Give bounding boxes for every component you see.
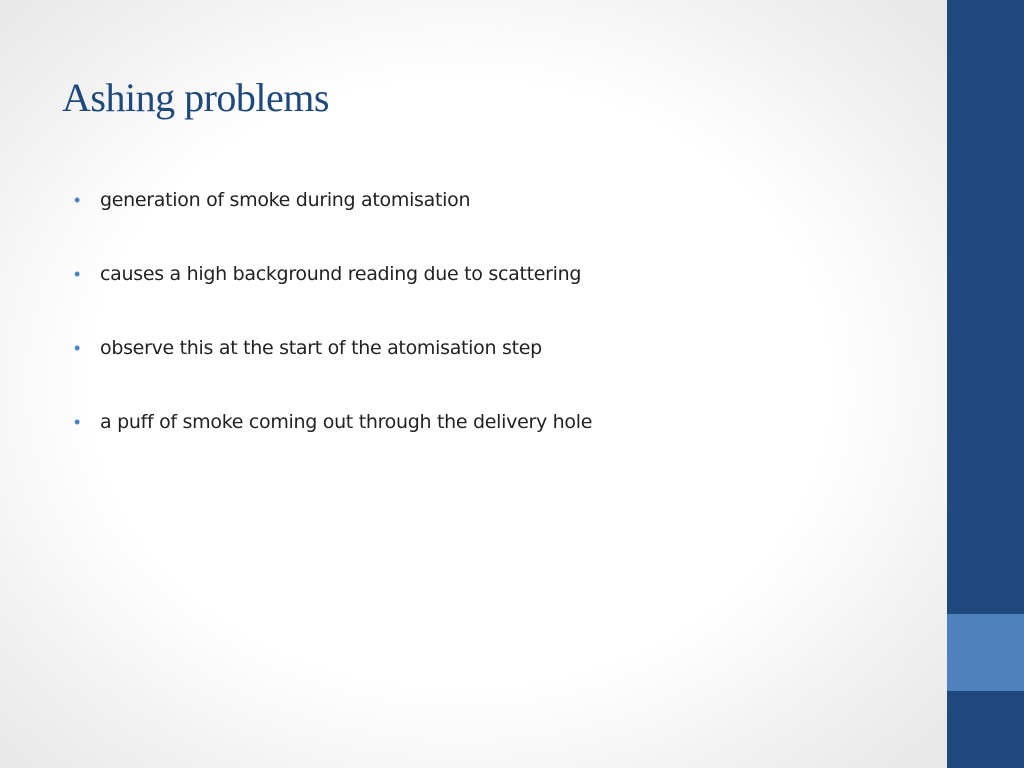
bullet-item <box>74 332 934 406</box>
bullet-text: a puff of smoke coming out through the delivery hole <box>100 411 593 433</box>
bullet-icon: • <box>74 338 81 358</box>
bullet-text: observe this at the start of the atomisation step <box>100 337 542 359</box>
bullet-icon: • <box>74 264 81 284</box>
slide-title: Ashing problems <box>62 75 329 120</box>
side-accent-block <box>947 614 1024 691</box>
bullet-item <box>74 184 934 258</box>
bullet-icon: • <box>74 412 81 432</box>
bullet-text: causes a high background reading due to scattering <box>100 263 582 285</box>
bullet-item <box>74 258 934 332</box>
bullet-list <box>74 184 934 480</box>
bullet-icon: • <box>74 190 81 210</box>
bullet-text: generation of smoke during atomisation <box>100 189 471 211</box>
bullet-item <box>74 406 934 480</box>
